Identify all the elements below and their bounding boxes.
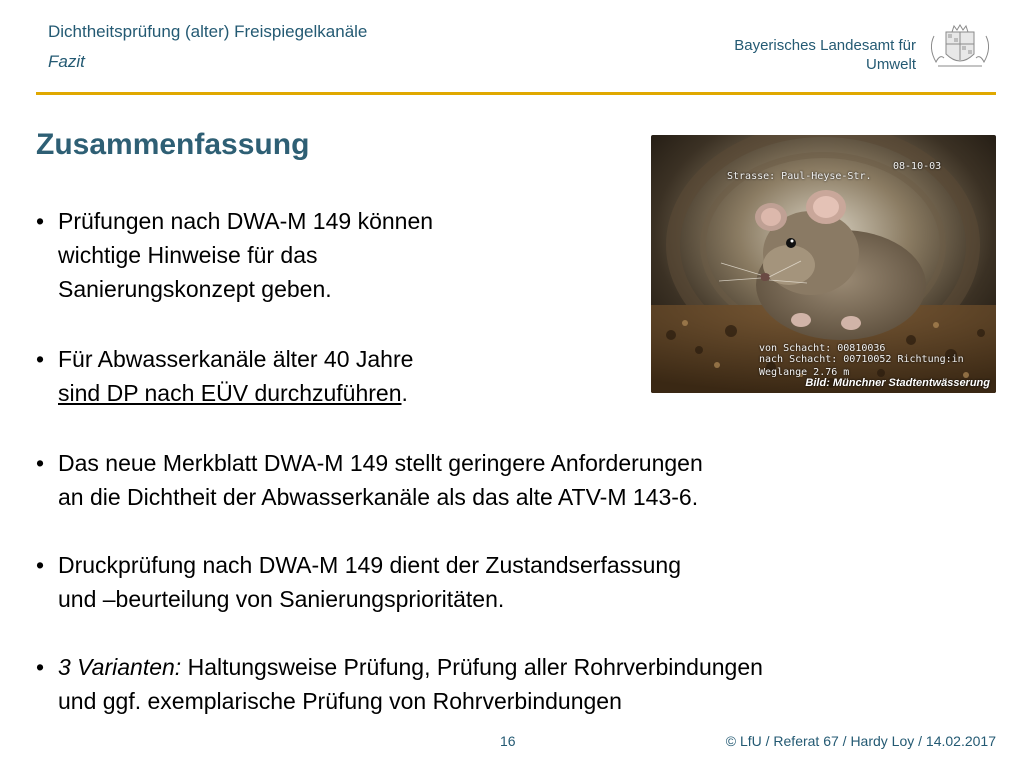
bullet-1-line-3: Sanierungskonzept geben. [58,276,332,302]
bullet-2-line-1: Für Abwasserkanäle älter 40 Jahre [58,346,414,372]
sewer-rat-photo [651,135,996,393]
bullet-1-line-1: Prüfungen nach DWA-M 149 können [58,208,434,234]
image-caption: Bild: Münchner Stadtentwässerung [805,377,990,389]
organization-name-line2: Umwelt [865,56,916,73]
bavarian-coat-of-arms-logo [924,24,996,72]
slide-heading: Zusammenfassung [36,128,310,161]
bullet-5-italic-label: 3 Varianten: [58,654,182,680]
bullet-marker: • [36,552,45,578]
osd-length: Weglange 2.76 m [759,367,850,378]
osd-to-manhole: nach Schacht: 00710052 Richtung:in [759,354,964,365]
osd-from-manhole: von Schacht: 00810036 [759,343,886,354]
bullet-marker: • [36,450,45,476]
header-divider [36,92,996,95]
osd-date: 08-10-03 [893,161,942,172]
bullet-marker: • [36,654,45,680]
bullet-5-line-1-rest: Haltungsweise Prüfung, Prüfung aller Rohrverbindungen [181,654,763,680]
bullet-2-line-2-tail: . [401,380,408,406]
bullet-2-line-2 [58,376,413,410]
presentation-title: Dichtheitsprüfung (alter) Freispiegelkanäle [48,22,368,41]
bullet-5-line-1 [58,650,763,684]
bullet-3-line-1: Das neue Merkblatt DWA-M 149 stellt geringere Anforderungen [58,450,703,476]
organization-name [734,36,916,74]
section-subtitle: Fazit [48,52,85,71]
bullet-3-line-2: an die Dichtheit der Abwasserkanäle als das alte ATV-M 143-6. [58,484,699,510]
page-number: 16 [500,733,516,749]
bullet-4-line-2: und –beurteilung von Sanierungsprioritäten. [58,586,505,612]
bullet-marker: • [36,208,45,234]
bullet-1-line-2: wichtige Hinweise für das [58,242,318,268]
footer-credit: © LfU / Referat 67 / Hardy Loy / 14.02.2017 [725,733,996,749]
bullet-2-underlined-text: sind DP nach EÜV durchzuführen [58,380,402,406]
bullet-4-line-1: Druckprüfung nach DWA-M 149 dient der Zustandserfassung [58,552,682,578]
osd-street: Strasse: Paul-Heyse-Str. [727,171,872,182]
bullet-5-line-2: und ggf. exemplarische Prüfung von Rohrverbindungen [58,688,622,714]
bullet-marker: • [36,346,45,372]
organization-name-line1: Bayerisches Landesamt für [734,37,916,54]
